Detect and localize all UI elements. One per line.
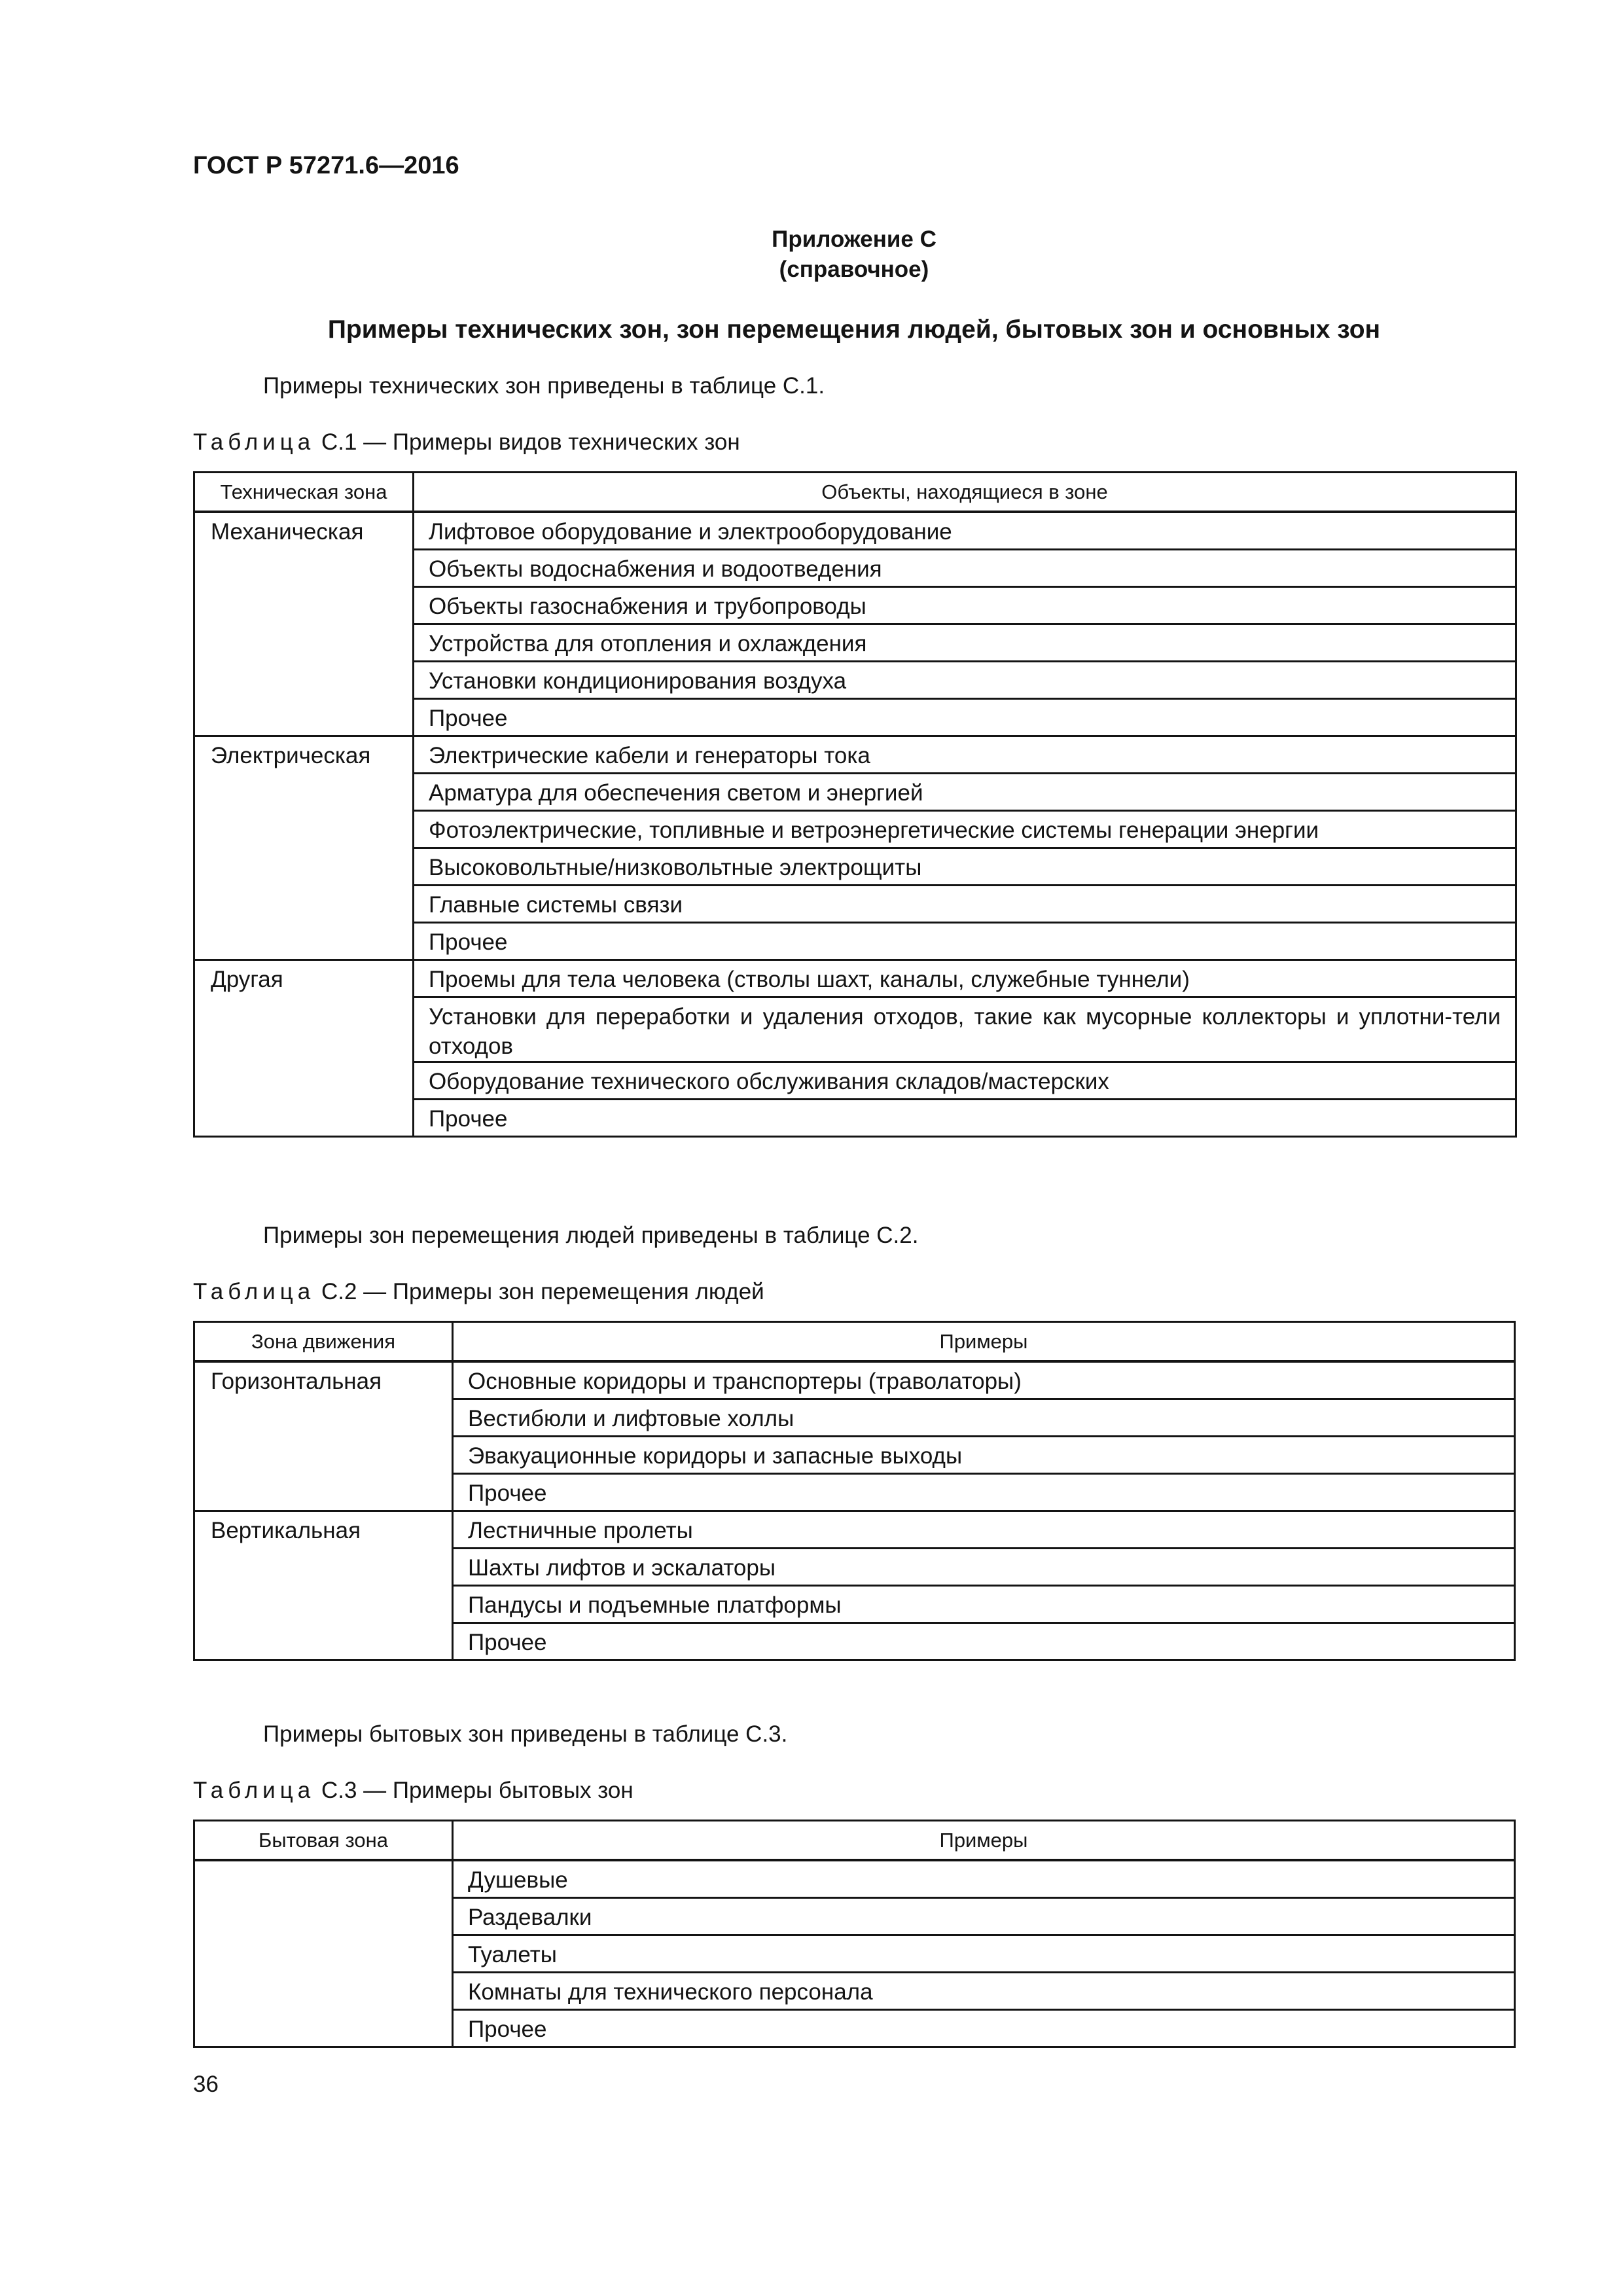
table2-intro: Примеры зон перемещения людей приведены в таблице С.2. [263, 1223, 919, 1248]
appendix-title: Приложение С [772, 226, 936, 252]
table-row [194, 1860, 1515, 1897]
standard-code: ГОСТ Р 57271.6—2016 [193, 152, 459, 179]
table-c2 [193, 1321, 1516, 1661]
table-row [194, 1511, 1515, 1548]
table-row [194, 736, 1516, 773]
table-row [194, 960, 1516, 997]
table2-zone-cell: Вертикальная [194, 1511, 453, 1660]
table1-item-cell: Прочее [414, 698, 1516, 736]
table2-item-cell: Шахты лифтов и эскалаторы [453, 1548, 1515, 1585]
table-c1 [193, 471, 1517, 1138]
page-number: 36 [193, 2072, 219, 2097]
table1-item-cell: Оборудование технического обслуживания складов/мастерских [414, 1062, 1516, 1099]
table3-item-cell: Прочее [453, 2009, 1515, 2047]
table1-item-cell: Арматура для обеспечения светом и энергией [414, 773, 1516, 810]
table3-header-examples: Примеры [453, 1821, 1515, 1861]
table2-item-cell: Вестибюли и лифтовые холлы [453, 1399, 1515, 1436]
table3-caption [193, 1778, 633, 1804]
table2-zone-cell: Горизонтальная [194, 1361, 453, 1511]
table1-item-cell: Установки кондиционирования воздуха [414, 661, 1516, 698]
table1-item-cell: Объекты газоснабжения и трубопроводы [414, 586, 1516, 624]
table3-caption-word: Таблица [193, 1778, 315, 1803]
table1-item-cell: Установки для переработки и удаления отходов, такие как мусорные коллекторы и уплотни-тели отходов [414, 997, 1516, 1062]
table1-zone-cell: Механическая [194, 512, 414, 736]
table2-caption-word: Таблица [193, 1279, 315, 1304]
table1-item-cell: Прочее [414, 1099, 1516, 1136]
table3-item-cell: Туалеты [453, 1935, 1515, 1972]
table1-caption-word: Таблица [193, 429, 315, 455]
table2-item-cell: Прочее [453, 1623, 1515, 1660]
table1-header-zone: Техническая зона [194, 473, 414, 512]
table2-item-cell: Прочее [453, 1473, 1515, 1511]
table1-caption-text: С.1 — Примеры видов технических зон [315, 429, 740, 455]
table2-header-examples: Примеры [453, 1322, 1515, 1362]
table3-zone-cell [194, 1860, 453, 2047]
table1-intro: Примеры технических зон приведены в таблице С.1. [263, 373, 825, 399]
appendix-type: (справочное) [779, 257, 929, 282]
table3-item-cell: Комнаты для технического персонала [453, 1972, 1515, 2009]
table1-item-cell: Фотоэлектрические, топливные и ветроэнергетические системы генерации энергии [414, 810, 1516, 848]
table1-zone-cell: Другая [194, 960, 414, 1136]
table2-item-cell: Лестничные пролеты [453, 1511, 1515, 1548]
table-c3 [193, 1820, 1516, 2048]
table-row [194, 1361, 1515, 1399]
table3-item-cell: Душевые [453, 1860, 1515, 1897]
table2-item-cell: Эвакуационные коридоры и запасные выходы [453, 1436, 1515, 1473]
table1-item-cell: Проемы для тела человека (стволы шахт, каналы, служебные туннели) [414, 960, 1516, 997]
table1-item-cell: Объекты водоснабжения и водоотведения [414, 549, 1516, 586]
table1-item-cell: Лифтовое оборудование и электрооборудование [414, 512, 1516, 549]
table2-caption-text: С.2 — Примеры зон перемещения людей [315, 1279, 764, 1304]
table1-item-cell: Главные системы связи [414, 885, 1516, 922]
table1-header-objects: Объекты, находящиеся в зоне [414, 473, 1516, 512]
main-heading: Примеры технических зон, зон перемещения людей, бытовых зон и основных зон [327, 315, 1381, 344]
table2-item-cell: Пандусы и подъемные платформы [453, 1585, 1515, 1623]
table1-item-cell: Устройства для отопления и охлаждения [414, 624, 1516, 661]
table2-header-zone: Зона движения [194, 1322, 453, 1362]
table2-caption [193, 1279, 764, 1305]
table1-item-cell: Высоковольтные/низковольтные электрощиты [414, 848, 1516, 885]
table3-header-zone: Бытовая зона [194, 1821, 453, 1861]
table2-item-cell: Основные коридоры и транспортеры (траволаторы) [453, 1361, 1515, 1399]
table3-intro: Примеры бытовых зон приведены в таблице С.3. [263, 1721, 788, 1747]
table1-zone-cell: Электрическая [194, 736, 414, 960]
table3-item-cell: Раздевалки [453, 1897, 1515, 1935]
table1-item-cell: Прочее [414, 922, 1516, 960]
table3-caption-text: С.3 — Примеры бытовых зон [315, 1778, 633, 1803]
table1-item-cell: Электрические кабели и генераторы тока [414, 736, 1516, 773]
table1-caption [193, 429, 740, 456]
table-row [194, 512, 1516, 549]
